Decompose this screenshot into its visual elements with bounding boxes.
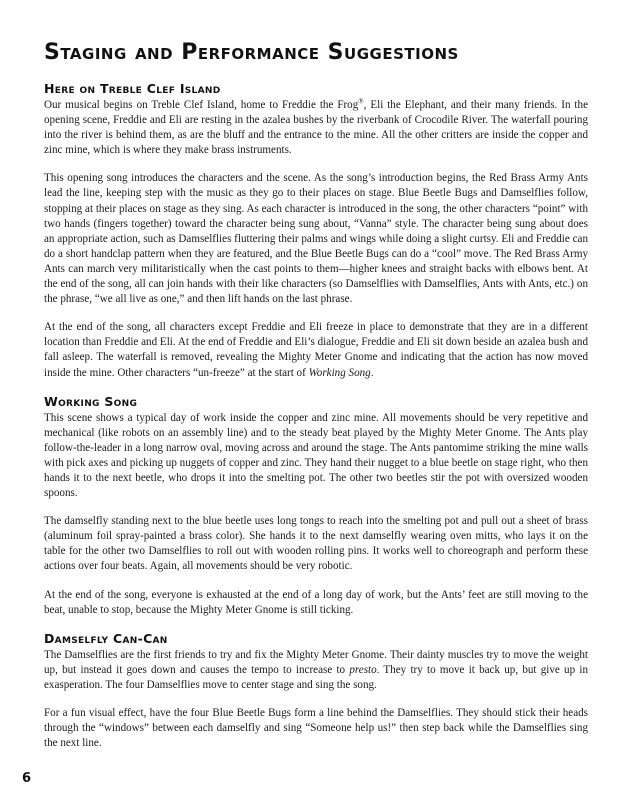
paragraph (44, 648, 588, 693)
section-working-song (44, 394, 588, 618)
text-run: . They try to move it back up, but give up in exasperation. The four Damselflies move to center stage and sing the song. (44, 663, 588, 691)
paragraph (44, 98, 588, 158)
song-title: Working Song (308, 366, 371, 379)
text-run: The Damselflies are the first friends to try and fix the Mighty Meter Gnome. Their dainty muscles try to move the weight up, but instead it goes down and causes the tempo to increase to (44, 648, 588, 676)
text-run: At the end of the song, all characters except Freddie and Eli freeze in place to demonstrate that they are in a different location than Freddie and Eli. At the end of Freddie and Eli’s dialogue, Freddie and Eli sit down beside an azalea bush and fall asleep. The waterfall is removed, revealing the Mighty Meter Gnome and indicating that the action has now moved inside the mine. Other characters “un-freeze” at the start of (44, 321, 588, 379)
section-heading: Here on Treble Clef Island (44, 81, 221, 96)
text-run: , Eli the Elephant, and their many friends. In the opening scene, Freddie and Eli are resting in the azalea bushes by the riverbank of Crocodile River. The waterfall pouring into the river is behind them, as are the bluff and the entrance to the mine. All the other critters are inside the copper and zinc mine, which is where they make brass instruments. (44, 99, 588, 157)
paragraph (44, 320, 588, 380)
registered-mark: ® (358, 97, 364, 106)
text-run: Our musical begins on Treble Clef Island, home to Freddie the Frog (44, 99, 359, 111)
tempo-term: presto (349, 663, 377, 676)
section-heading: Working Song (44, 393, 138, 409)
paragraph: This opening song introduces the characters and the scene. As the song’s introduction begins, the Red Brass Army Ants lead the line, keeping step with the music as they go to their places on stage. Blue Beetle Bugs and Damselflies follow, stopping at their places on stage as they sing. As each character is introduced in the song, the other characters “point” with two hands (fingers together) toward the character being sung about, “Vanna” style. The character being sung about does an appropriate action, such as Damselflies fluttering their palms and wings while doing a slight curtsy. Eli and Freddie can do a short handclap pattern when they are featured, and the Blue Beetle Bugs can do a “cool” move. The Red Brass Army Ants can march very militaristically when the cast points to them—higher knees and straight backs with elbows bent. At the end of the song, all can join hands with their like characters (so Damselflies with Damselflies, Ants with Ants, etc.) on the phrase, “we all live as one,” and then lift hands on the last phrase. (44, 172, 588, 306)
section-damselfly-can-can (44, 631, 588, 752)
page-number: 6 (22, 771, 32, 786)
page-content (44, 40, 588, 764)
paragraph: At the end of the song, everyone is exhausted at the end of a long day of work, but the Ants’ feet are still moving to the beat, unable to stop, because the Mighty Meter Gnome is still ticking. (44, 588, 588, 616)
section-treble-clef-island (44, 81, 588, 381)
text-run: . (370, 366, 374, 379)
section-heading: Damselfly Can-Can (44, 630, 168, 646)
paragraph: For a fun visual effect, have the four Blue Beetle Bugs form a line behind the Damselflies. They should stick their heads through the “windows” between each damselfly and sing “Someone help us!” then step back while the Damselflies sing the next line. (44, 707, 588, 750)
paragraph: This scene shows a typical day of work inside the copper and zinc mine. All movements should be very repetitive and mechanical (like robots on an assembly line) and to the steady beat played by the Mighty Meter Gnome. The Ants play follow-the-leader in a long narrow oval, moving across and around the stage. The Ants pantomime striking the mine walls with pick axes and picking up nuggets of copper and zinc. They hand their nugget to a blue beetle on stage right, who then hands it to the next beetle, who drops it into the smelting pot. The other two beetles stir the pot with oversized wooden spoons. (44, 411, 588, 500)
page-title: Staging and Performance Suggestions (44, 40, 459, 65)
paragraph: The damselfly standing next to the blue beetle uses long tongs to reach into the smelting pot and pull out a sheet of brass (aluminum foil spray-painted a brass color). She hands it to the next damselfly wearing oven mitts, who lays it on the table for the other two Damselflies to roll out with wooden rolling pins. It works well to choreograph and perform these actions over four beats. Again, all movements should be very robotic. (44, 515, 588, 573)
